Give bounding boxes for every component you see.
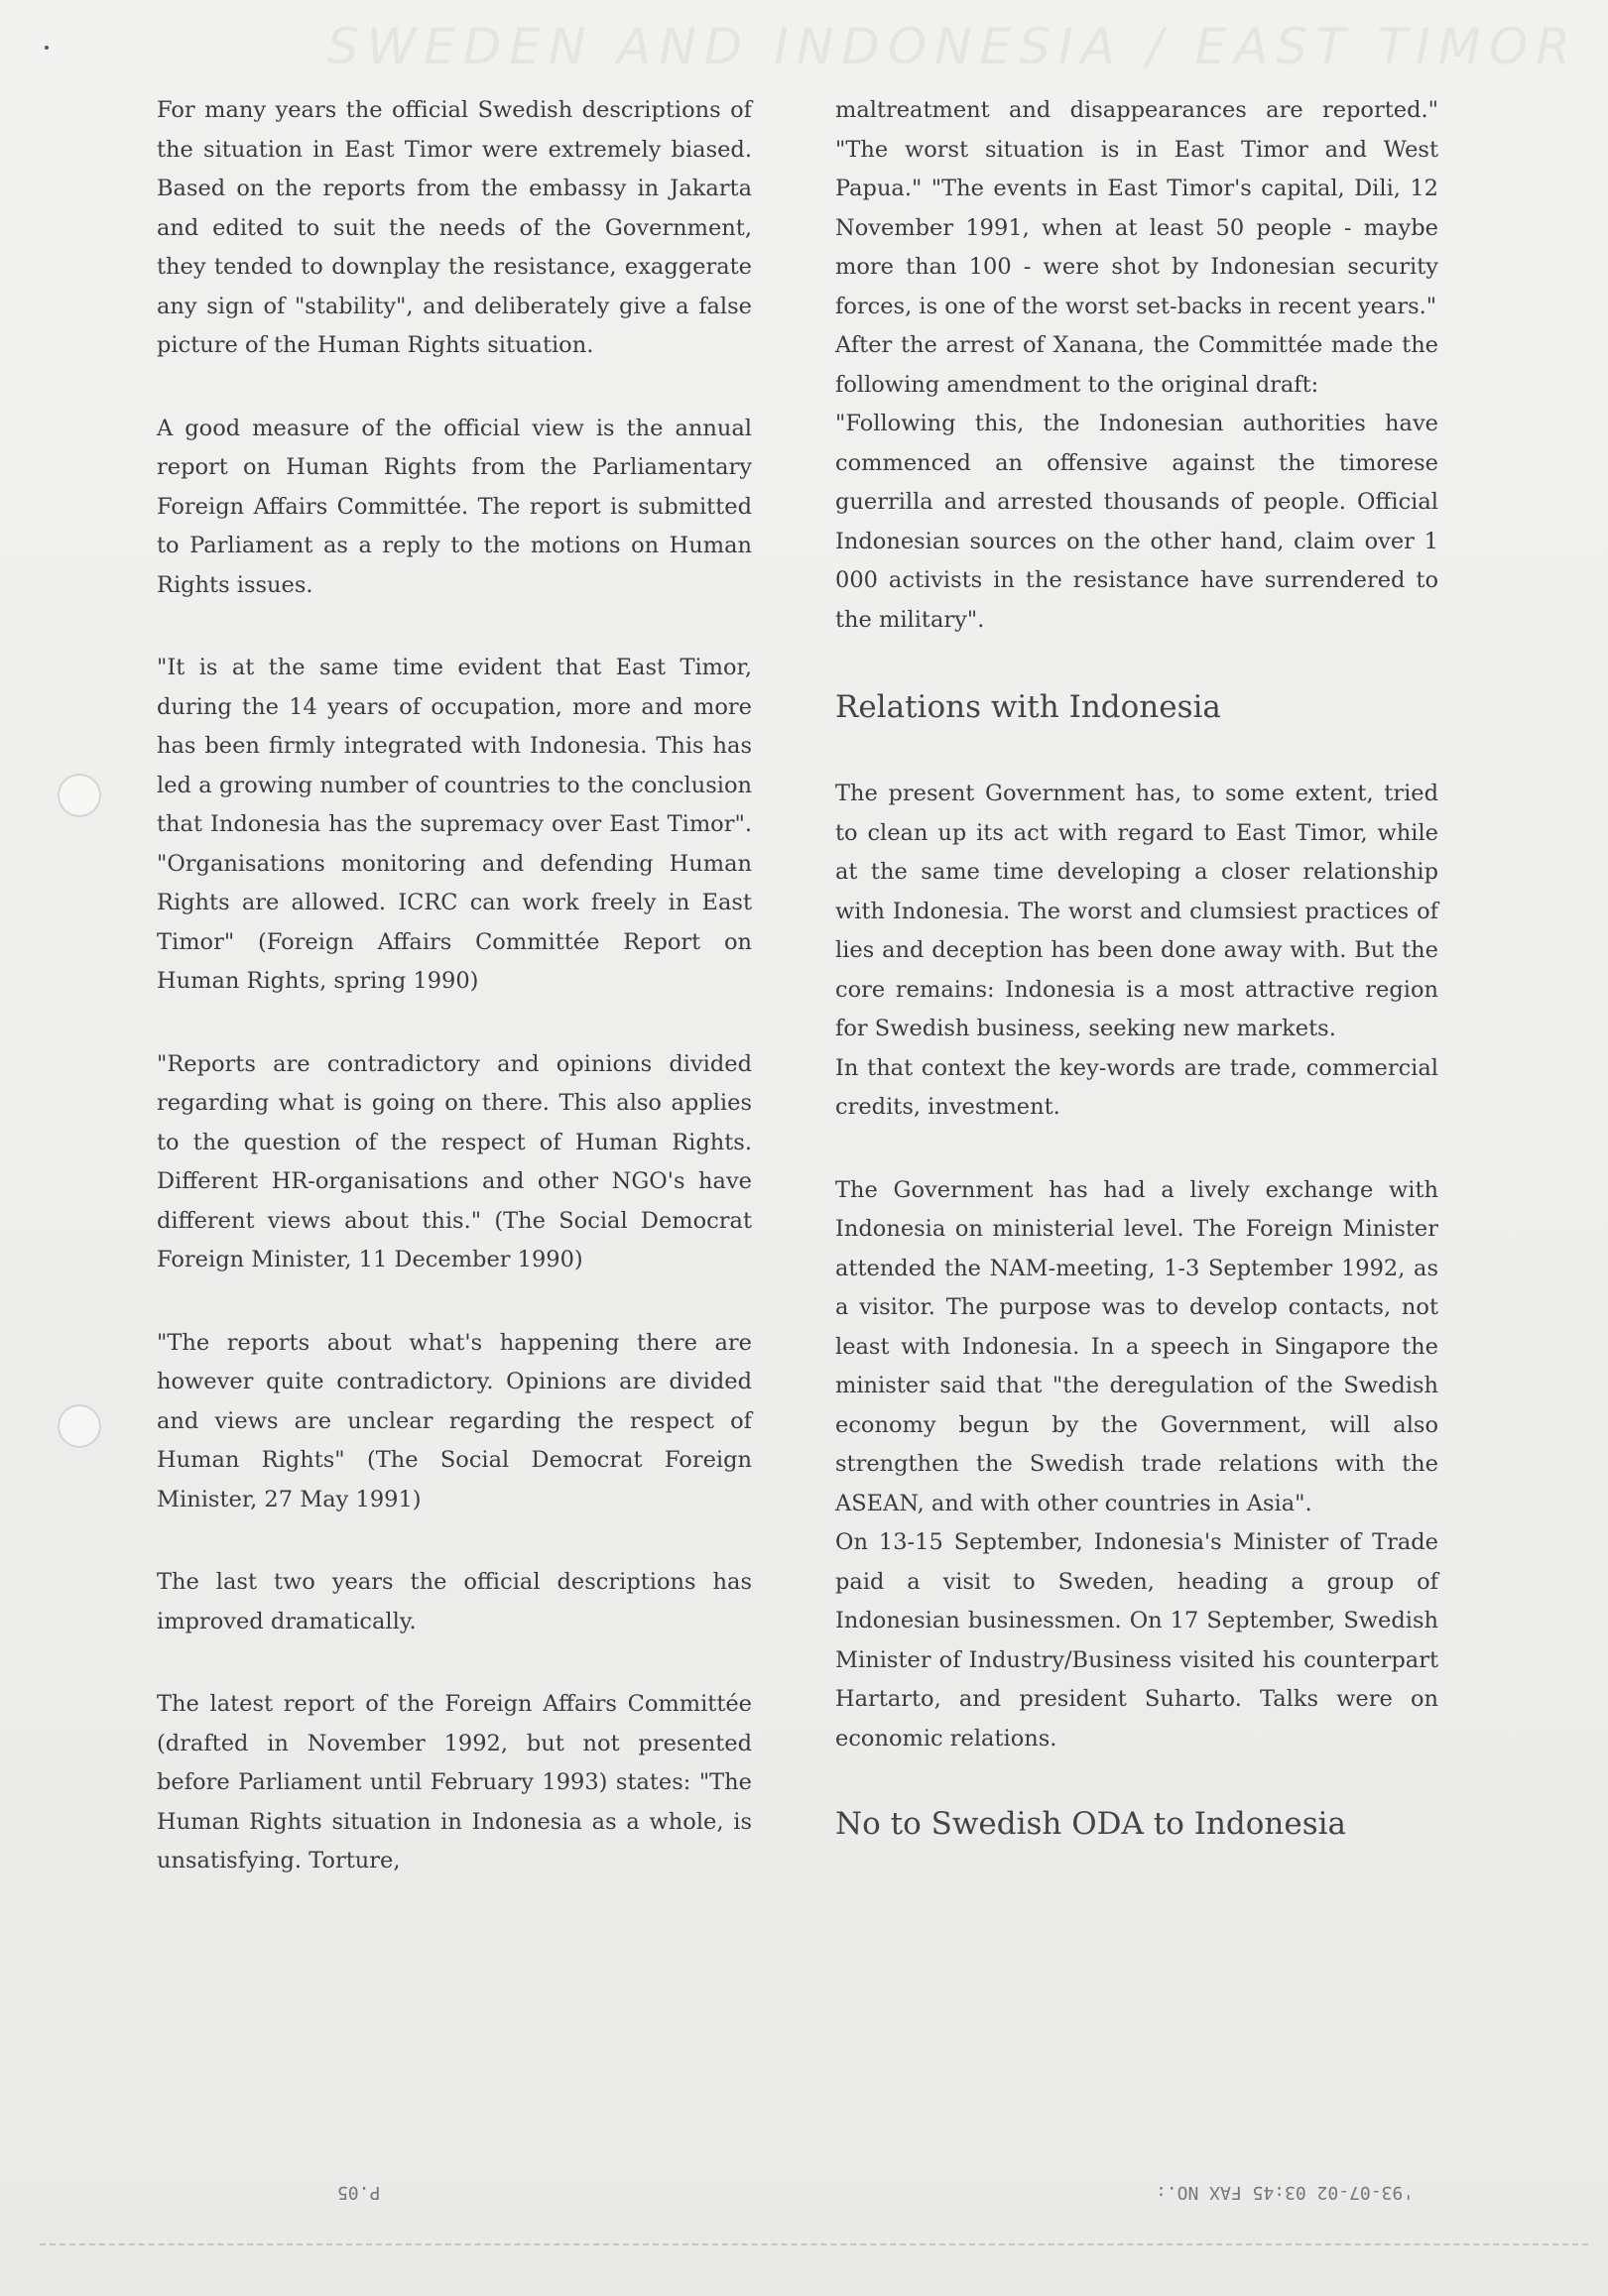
paragraph: maltreatment and disappearances are reported." "The worst situation is in East Timor and West Papua." "The events in East Timor's capital, Dili, 12 November 1991, when at least 50 people - maybe more than 100 - were shot by Indonesian security forces, is one of the worst set-backs in recent years." [835, 97, 1438, 319]
fax-page-number: P.05 [337, 2182, 381, 2203]
paragraph: "It is at the same time evident that East Timor, during the 14 years of occupation, more and more has been firmly integrated with Indonesia. This has led a growing number of countries to the conclusion that Indonesia has the supremacy over East Timor". "Organisations monitoring and defending Human Rights are allowed. ICRC can work freely in East Timor" (Foreign Affairs Committée Report on Human Rights, spring 1990) [157, 655, 752, 994]
paragraph: A good measure of the official view is the annual report on Human Rights from the Parliamentary Foreign Affairs Committée. The report is submitted to Parliament as a reply to the motions on Human Rights issues. [157, 415, 752, 598]
paragraph: "Reports are contradictory and opinions divided regarding what is going on there. This also applies to the question of the respect of Human Rights. Different HR-organisations and other NGO's have different views about this." (The Social Democrat Foreign Minister, 11 December 1990) [157, 1050, 752, 1272]
right-column [835, 91, 1438, 1891]
left-column [157, 91, 752, 1925]
paragraph: The present Government has, to some extent, tried to clean up its act with regard to East Timor, while at the same time developing a closer relationship with Indonesia. The worst and clumsiest practices of lies and deception has been done away with. But the core remains: Indonesia is a most attractive region for Swedish business, seeking new markets. [835, 781, 1438, 1041]
punch-hole [58, 1404, 101, 1448]
faint-header-text: SWEDEN AND INDONESIA / EAST TIMOR [327, 18, 1578, 75]
paragraph: The last two years the official descriptions has improved dramatically. [157, 1569, 752, 1634]
paragraph: The latest report of the Foreign Affairs Committée (drafted in November 1992, but not presented before Parliament until February 1993) states: "The Human Rights situation in Indonesia as a whole, is unsatisfying. Torture, [157, 1691, 752, 1873]
paragraph: On 13-15 September, Indonesia's Minister of Trade paid a visit to Sweden, heading a group of Indonesian businessmen. On 17 September, Swedish Minister of Industry/Business visited his counterpart Hartarto, and president Suharto. Talks were on economic relations. [835, 1529, 1438, 1752]
punch-hole [58, 774, 101, 817]
scan-speck [45, 46, 49, 50]
paragraph: In that context the key-words are trade, commercial credits, investment. [835, 1054, 1438, 1120]
paragraph: The Government has had a lively exchange with Indonesia on ministerial level. The Foreign Minister attended the NAM-meeting, 1-3 September 1992, as a visitor. The purpose was to develop contacts, not least with Indonesia. In a speech in Singapore the minister said that "the deregulation of the Swedish economy begun by the Government, will also strengthen the Swedish trade relations with the ASEAN, and with other countries in Asia". [835, 1176, 1438, 1516]
paragraph: "Following this, the Indonesian authorities have commenced an offensive against the timorese guerrilla and arrested thousands of people. Official Indonesian sources on the other hand, claim over 1 000 activists in the resistance have surrendered to the military". [835, 411, 1438, 633]
paragraph: For many years the official Swedish descriptions of the situation in East Timor were extremely biased. Based on the reports from the embassy in Jakarta and edited to suit the needs of the Government, they tended to downplay the resistance, exaggerate any sign of "stability", and deliberately give a false picture of the Human Rights situation. [157, 97, 752, 358]
fax-edge-line [40, 2243, 1588, 2245]
section-heading: No to Swedish ODA to Indonesia [835, 1806, 1347, 1842]
section-heading: Relations with Indonesia [835, 689, 1221, 725]
paragraph: "The reports about what's happening there are however quite contradictory. Opinions are divided and views are unclear regarding the respect of Human Rights" (The Social Democrat Foreign Minister, 27 May 1991) [157, 1329, 752, 1512]
paragraph: After the arrest of Xanana, the Committée made the following amendment to the original draft: [835, 332, 1438, 398]
fax-timestamp: '93-07-02 03:45 FAX NO.: [1156, 2182, 1415, 2203]
